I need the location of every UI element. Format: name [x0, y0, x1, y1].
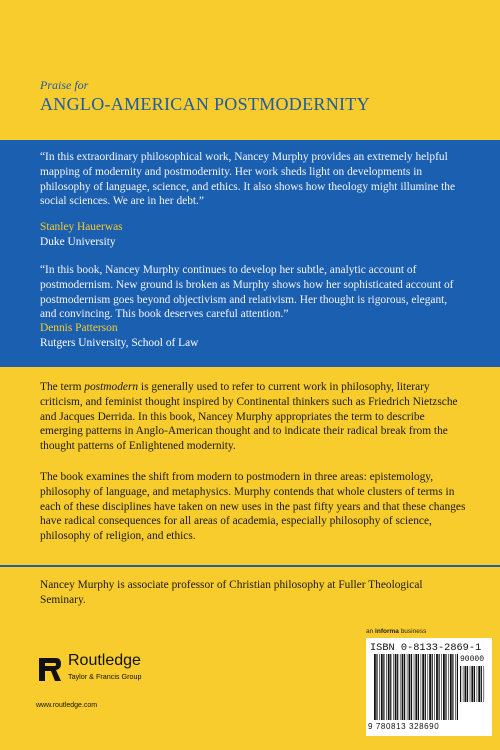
barcode-bar [457, 654, 458, 720]
barcode-bar [379, 654, 380, 720]
barcode-bar [395, 654, 397, 720]
barcode-box [366, 638, 492, 736]
author-bio: Nancey Murphy is associate professor of Christian philosophy at Fuller Theological Seminary. [40, 579, 423, 606]
barcode-bar [374, 654, 376, 720]
barcode-bar [436, 654, 438, 720]
barcode-bar [397, 654, 398, 720]
barcode-bar [460, 666, 461, 702]
quote-affiliation-hauerwas: Duke University [40, 236, 116, 248]
barcode-bar [439, 654, 440, 720]
blurb-p1-start: The term [40, 381, 85, 393]
barcode-bar [386, 654, 387, 720]
section-divider [0, 367, 500, 372]
barcode-bar [425, 654, 426, 720]
barcode-bar [452, 654, 453, 720]
blurb-p1-rest: is generally used to refer to current work in philosophy, literary criticism, and feminist thought inspired by Continental thinkers such as Friedrich Nietzsche and Jacques Derrida. In this book, Nancey Murphy appropriates the term to describe emerging patterns in Anglo-American thought and to indicate their radical break from the thought patterns of Enlightened modernity. [40, 381, 458, 453]
barcode-bar [471, 666, 473, 702]
isbn-text: ISBN 0-8133-2869-1 [370, 642, 482, 654]
barcode-bar [383, 654, 384, 720]
blurb-paragraph-2: The book examines the shift from modern to postmodern in three areas: epistemology, philosophy of language, and metaphysics. Murphy contends that whole clusters of terms in each of these disciplines have taken on new uses in the past fifty years and that these changes have radical consequences for all areas of academia, especially philosophy of science, philosophy of religion, and ethics. [40, 471, 466, 543]
barcode-bar [388, 654, 390, 720]
informa-prefix: an [366, 628, 376, 635]
barcode-bar [432, 654, 433, 720]
top-band [0, 0, 500, 140]
barcode-bar [418, 654, 419, 720]
routledge-logo-icon [36, 654, 62, 684]
publisher-group: Taylor & Francis Group [68, 672, 142, 681]
barcode-bar [428, 654, 429, 720]
barcode-bar [390, 654, 391, 720]
barcode-bar [448, 654, 449, 720]
blurb-italic-term: postmodern [84, 381, 139, 393]
barcode-bar [400, 654, 401, 720]
barcode-bar [443, 654, 445, 720]
price-barcode [460, 666, 486, 702]
publisher-url: www.routledge.com [36, 702, 98, 709]
quote-author-hauerwas: Stanley Hauerwas [40, 221, 123, 233]
barcode-bar [484, 666, 485, 702]
blurb-paragraph-1 [40, 380, 470, 454]
barcode-bar [429, 654, 431, 720]
ean-barcode [374, 654, 458, 720]
bio-rule [0, 565, 500, 567]
barcode-bar [441, 654, 442, 720]
barcode-bar [422, 654, 424, 720]
barcode-bar [414, 654, 415, 720]
barcode-bar [409, 654, 411, 720]
barcode-bar [381, 654, 383, 720]
price-code: 90000 [460, 655, 485, 664]
barcode-bar [455, 654, 456, 720]
publisher-name: Routledge [68, 652, 141, 669]
barcode-bar [470, 666, 471, 702]
barcode-bar [434, 654, 435, 720]
praise-panel [0, 140, 500, 367]
barcode-bar [402, 654, 404, 720]
barcode-bar [445, 654, 446, 720]
barcode-bar [465, 666, 467, 702]
quote-patterson: “In this book, Nancey Murphy continues to develop her subtle, analytic account of postmodernism. New ground is broken as Murphy shows how her sophisticated account of postmodernism goes beyond objectivism and relativism. Her thought is rigorous, elegant, and convincing. This book deserves careful attention.” [40, 264, 454, 321]
svg-text:R: R [48, 672, 51, 677]
informa-business-tag [366, 628, 426, 635]
barcode-bar [421, 654, 422, 720]
barcode-bar [407, 654, 408, 720]
quote-affiliation-patterson: Rutgers University, School of Law [40, 337, 199, 349]
barcode-bar [376, 654, 377, 720]
barcode-bar [415, 654, 417, 720]
barcode-bar [450, 654, 452, 720]
book-title: ANGLO-AMERICAN POSTMODERNITY [40, 94, 370, 114]
quote-hauerwas: “In this extraordinary philosophical work, Nancey Murphy provides an extremely helpful mapping of modernity and postmodernity. Her work sheds light on developments in philosophy of language, science, and ethics. It also shows how theology might illumine the social sciences. We are in her debt.” [40, 151, 456, 208]
barcode-bar [474, 666, 475, 702]
barcode-bar [393, 654, 394, 720]
barcode-bar [467, 666, 468, 702]
barcode-bar [477, 666, 478, 702]
barcode-bar [463, 666, 464, 702]
praise-for-label: Praise for [40, 78, 89, 92]
quote-author-patterson: Dennis Patterson [40, 322, 118, 334]
barcode-bar [478, 666, 480, 702]
informa-word: informa [375, 628, 399, 635]
ean-number: 9 780813 328690 [368, 722, 440, 731]
barcode-bar [411, 654, 412, 720]
barcode-bar [404, 654, 405, 720]
barcode-bar [481, 666, 482, 702]
informa-suffix: business [398, 628, 427, 635]
